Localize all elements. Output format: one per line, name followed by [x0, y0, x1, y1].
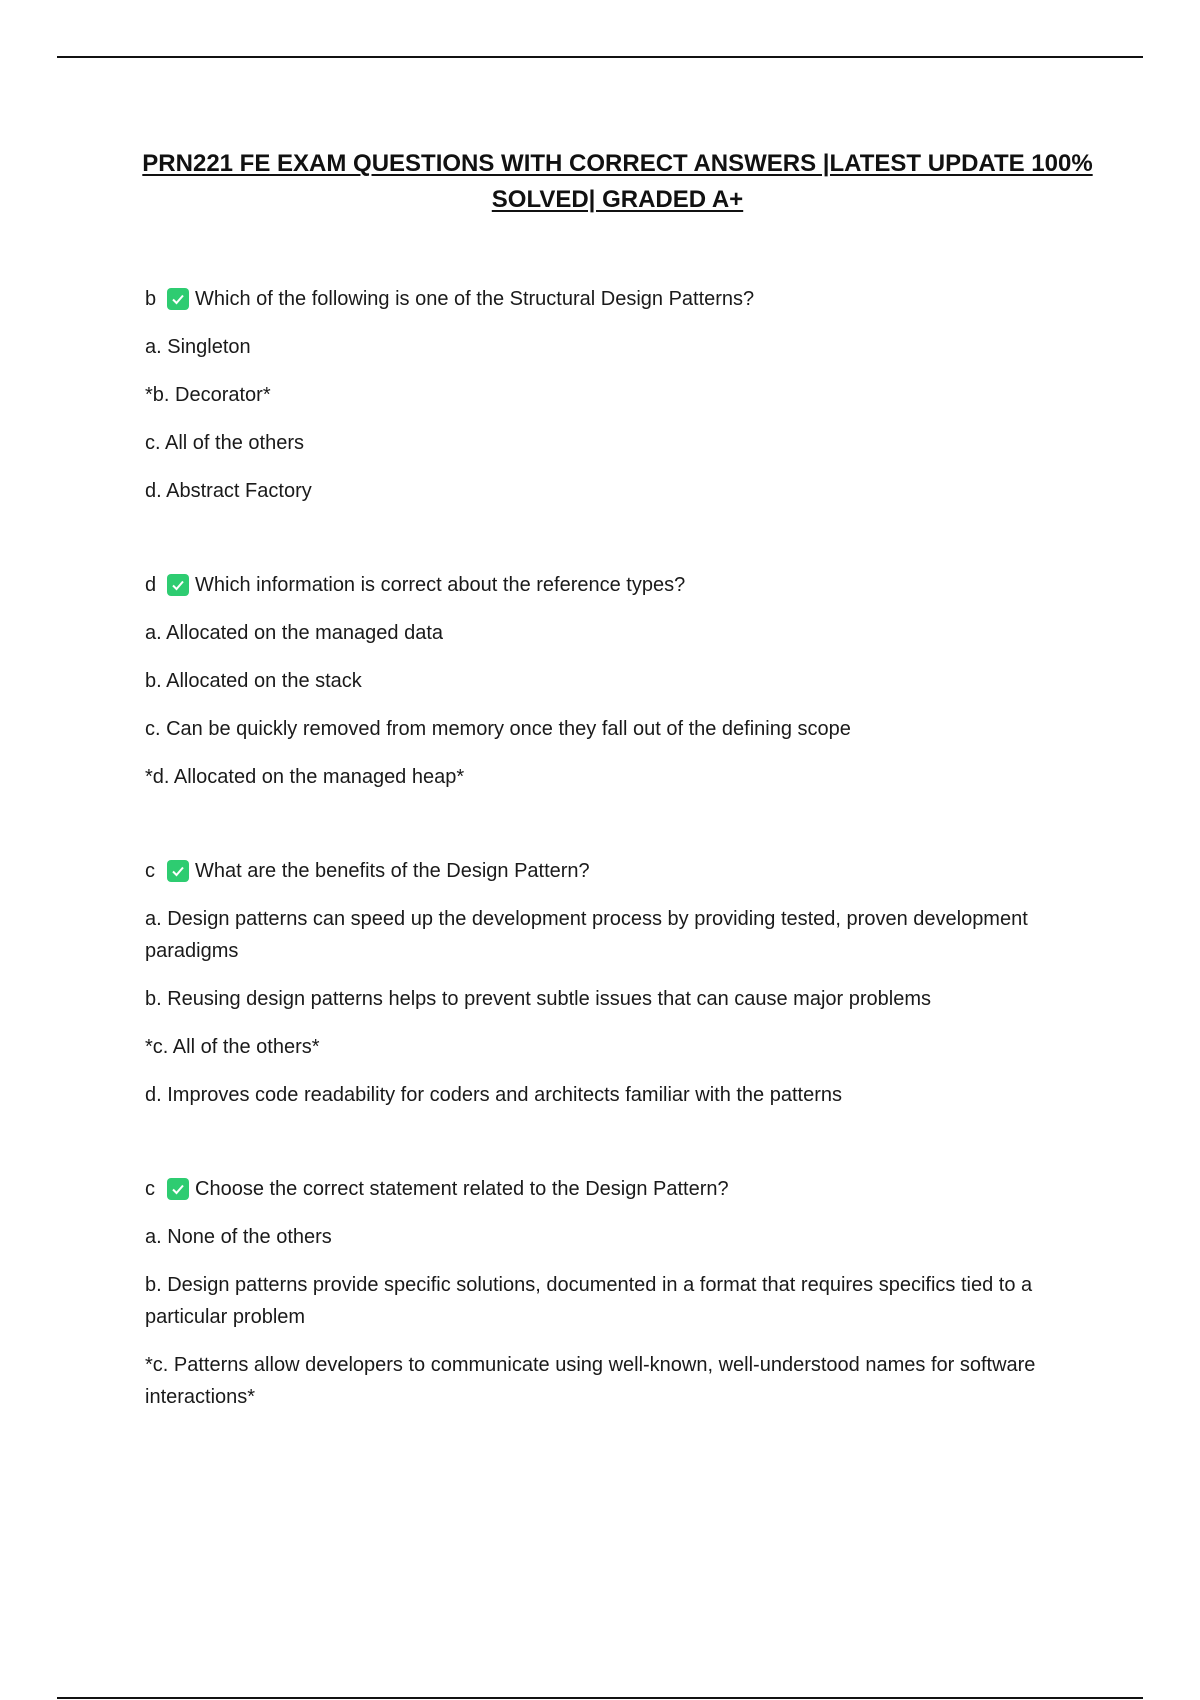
- question-line: [145, 855, 1075, 887]
- answer-option: a. Design patterns can speed up the development process by providing tested, proven development paradigms: [145, 908, 1028, 962]
- check-mark-icon: [167, 860, 189, 882]
- bottom-rule: [57, 1697, 1143, 1699]
- question-line: [145, 569, 1075, 601]
- answer-option: c. Can be quickly removed from memory once they fall out of the defining scope: [145, 718, 851, 740]
- answer-option: *c. All of the others*: [145, 1036, 320, 1058]
- question-block: [145, 569, 1075, 793]
- answer-option: a. Singleton: [145, 336, 251, 358]
- check-mark-icon: [167, 288, 189, 310]
- answer-letter: b: [145, 288, 157, 310]
- answer-option: a. None of the others: [145, 1226, 332, 1248]
- question-line: [145, 283, 1075, 315]
- question-text: Choose the correct statement related to the Design Pattern?: [195, 1178, 729, 1200]
- answer-letter: c: [145, 860, 155, 882]
- answer-option: d. Abstract Factory: [145, 480, 312, 502]
- answer-option: b. Allocated on the stack: [145, 670, 362, 692]
- document-title: PRN221 FE EXAM QUESTIONS WITH CORRECT ANSWERS |LATEST UPDATE 100% SOLVED| GRADED A+: [142, 150, 1093, 213]
- answer-option: c. All of the others: [145, 432, 304, 454]
- top-rule: [57, 56, 1143, 58]
- question-block: [145, 855, 1075, 1111]
- question-text: Which information is correct about the reference types?: [195, 574, 686, 596]
- answer-option: *c. Patterns allow developers to communicate using well-known, well-understood names for software interactions*: [145, 1354, 1036, 1408]
- answer-option: *b. Decorator*: [145, 384, 271, 406]
- answer-option: *d. Allocated on the managed heap*: [145, 766, 465, 788]
- answer-option: b. Design patterns provide specific solutions, documented in a format that requires specifics tied to a particular problem: [145, 1274, 1033, 1328]
- question-block: [145, 283, 1075, 507]
- question-list: [145, 283, 1075, 1475]
- answer-letter: c: [145, 1178, 155, 1200]
- check-mark-icon: [167, 574, 189, 596]
- check-mark-icon: [167, 1178, 189, 1200]
- question-text: What are the benefits of the Design Pattern?: [195, 860, 590, 882]
- question-block: [145, 1173, 1075, 1413]
- question-text: Which of the following is one of the Structural Design Patterns?: [195, 288, 755, 310]
- answer-letter: d: [145, 574, 157, 596]
- answer-option: b. Reusing design patterns helps to prevent subtle issues that can cause major problems: [145, 988, 931, 1010]
- answer-option: a. Allocated on the managed data: [145, 622, 444, 644]
- answer-option: d. Improves code readability for coders and architects familiar with the patterns: [145, 1084, 842, 1106]
- question-line: [145, 1173, 1075, 1205]
